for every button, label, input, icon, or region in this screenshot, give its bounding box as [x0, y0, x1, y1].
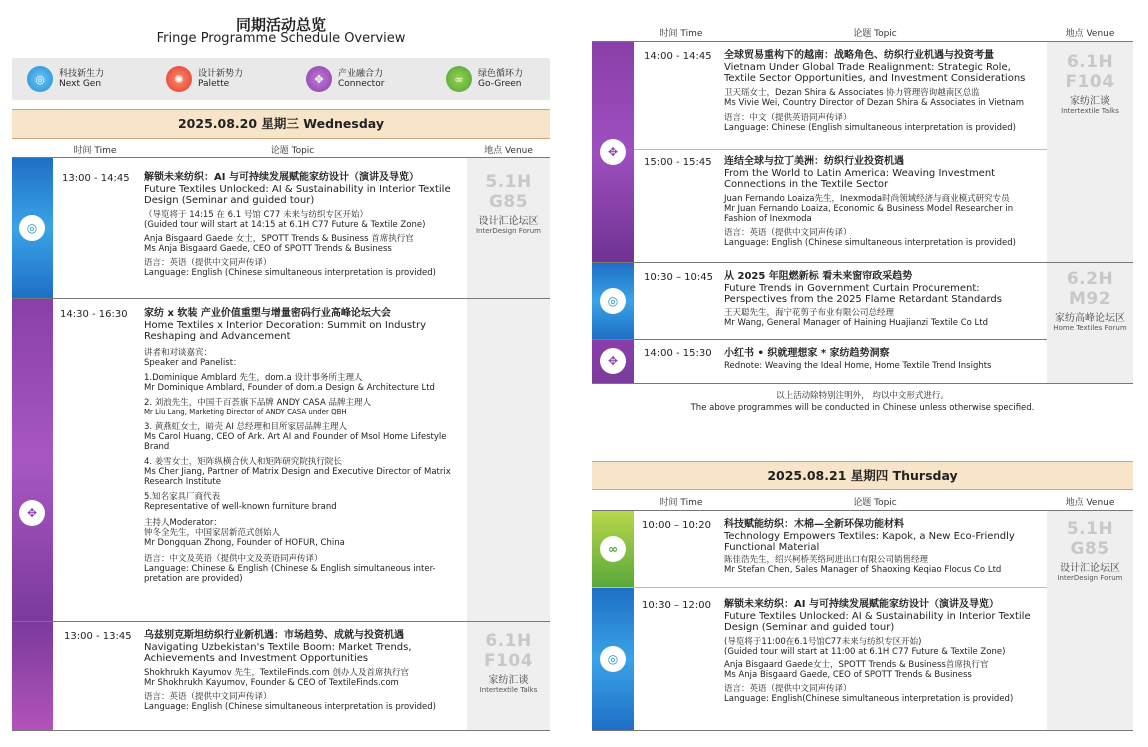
speaker-cn: 王天聪先生，海宁花剪子布业有限公司总经理	[724, 308, 895, 318]
divider	[592, 339, 1047, 340]
speaker-en: Mr Wang, General Manager of Haining Huajianzi Textile Co Ltd	[724, 318, 989, 328]
palette-icon: ✺	[166, 66, 192, 92]
column-header-topic: 论题 Topic	[853, 29, 897, 39]
venue-name-en: InterDesign Forum	[1057, 574, 1123, 582]
speaker-cn: Shokhrukh Kayumov 先生，TextileFinds.com 创办人及首席执行官	[144, 668, 409, 678]
event-title-en: Technology Empowers Textiles: Kapok, a New Eco-Friendly Functional Material	[724, 531, 1015, 553]
next-gen-icon: ◎	[27, 66, 53, 92]
speaker-en: Representative of well-known furniture brand	[144, 502, 337, 512]
event-time: 10:30 – 10:45	[644, 272, 713, 283]
go-green-icon: ∞	[446, 66, 472, 92]
event-note-cn: （导览将于 14:15 在 6.1 号馆 C77 未来与纺织专区开始）	[144, 210, 368, 220]
speaker-cn: Anja Bisgaard Gaede 女士，SPOTT Trends & Business 首席执行官	[144, 234, 414, 244]
event-time: 14:00 - 15:30	[644, 348, 712, 359]
event-time: 13:00 - 13:45	[64, 631, 132, 642]
language-en: Language: English (Chinese simultaneous interpretation is provided)	[144, 702, 436, 712]
connector-icon: ✥	[306, 66, 332, 92]
language-en: Language: English (Chinese simultaneous interpretation is provided)	[724, 238, 1016, 248]
moderator-cn: 钟冬全先生，中国家居新范式创始人	[144, 528, 281, 538]
event-body	[724, 271, 1044, 328]
legend-label-cn: 绿色循环力	[478, 69, 524, 79]
venue-code: 5.1H G85	[1066, 519, 1114, 559]
speaker-cn: 2. 刘浪先生，中国千百荟旗下品牌 ANDY CASA 品牌主理人	[144, 398, 371, 408]
event-title-cn: 家纺 x 软装 产业价值重塑与增量密码行业高峰论坛大会	[144, 308, 391, 319]
event-time: 10:30 – 12:00	[642, 600, 711, 611]
divider	[634, 149, 1047, 150]
venue-name-cn: 设计汇论坛区	[478, 216, 539, 227]
event-body	[724, 156, 1044, 248]
event-body	[724, 599, 1044, 704]
speakers-heading-en: Speaker and Panelist：	[144, 358, 242, 368]
legend-label-en: Connector	[338, 79, 385, 89]
column-header-time: 时间 Time	[659, 498, 703, 508]
venue-code: 6.1H F104	[483, 631, 534, 671]
category-strip-go-green	[592, 511, 634, 587]
legend-go-green	[446, 66, 523, 92]
event-title-cn: 科技赋能纺织：木棉—全新环保功能材料	[724, 519, 904, 530]
venue-cell	[467, 299, 550, 621]
event-note-en: (Guided tour will start at 14:15 at 6.1H C77 Future & Textile Zone)	[144, 220, 426, 230]
event-title-en: Vietnam Under Global Trade Realignment: Strategic Role, Textile Sector Opportunities, and Investment Considerations	[724, 62, 1026, 84]
connector-icon: ✥	[19, 500, 45, 526]
divider	[592, 383, 1133, 384]
legend-label-en: Next Gen	[59, 79, 102, 89]
legend-label-en: Go-Green	[478, 79, 522, 89]
language-cn: 语言：英语（提供中文同声传译）	[144, 258, 272, 268]
venue-cell	[1047, 42, 1133, 262]
venue-name-cn: 家纺高峰论坛区	[1055, 313, 1125, 324]
language-en: Language: Chinese (English simultaneous interpretation is provided)	[724, 123, 1016, 133]
event-title-cn: 全球贸易重构下的越南：战略角色、纺织行业机遇与投资考量	[724, 50, 994, 61]
page-title-cn: 同期活动总览	[235, 16, 326, 34]
event-body	[724, 519, 1044, 575]
speakers-heading-cn: 讲者和对谈嘉宾：	[144, 348, 213, 358]
event-time: 15:00 - 15:45	[644, 157, 712, 168]
language-en: Language: English(Chinese simultaneous interpretation is provided)	[724, 694, 1014, 704]
event-title-en: Future Textiles Unlocked: AI & Sustainability in Interior Textile Design (Seminar and guided tour)	[144, 184, 451, 206]
legend-label-cn: 设计新势力	[198, 69, 244, 79]
column-header-venue: 地点 Venue	[1065, 29, 1115, 39]
language-cn: 语言：英语（提供中文同声传译）	[144, 692, 272, 702]
event-title-en: Future Textiles Unlocked: AI & Sustainability in Interior Textile Design (Seminar and guided tour)	[724, 611, 1031, 633]
next-gen-icon: ◎	[19, 215, 45, 241]
divider	[592, 587, 1047, 588]
event-title-en: Navigating Uzbekistan's Textile Boom: Market Trends, Achievements and Investment Opportunities	[144, 642, 412, 664]
speaker-cn: 5.知名家具厂商代表	[144, 492, 221, 502]
venue-code: 6.1H F104	[1065, 52, 1115, 92]
speaker-en: Ms Vivie Wei, Country Director of Dezan Shira & Associates in Vietnam	[724, 98, 1024, 108]
divider	[12, 730, 550, 731]
language-cn: 语言：英语（提供中文同声传译）	[724, 228, 852, 238]
category-strip-connector	[592, 340, 634, 383]
connector-icon: ✥	[600, 139, 626, 165]
category-strip-next-gen	[12, 158, 53, 298]
language-cn: 语言：中文（提供英语同声传译）	[724, 113, 852, 123]
event-time: 10:00 – 10:20	[642, 520, 711, 531]
event-title-cn: 解锁未来纺织：AI 与可持续发展赋能家纺设计（演讲及导览）	[144, 172, 419, 183]
venue-name-en: Intertextile Talks	[1061, 107, 1119, 115]
speaker-cn: 1.Dominique Amblard 先生，dom.a 设计事务所主理人	[144, 373, 363, 383]
event-title-cn: 解锁未来纺织：AI 与可持续发展赋能家纺设计（演讲及导览）	[724, 599, 999, 610]
event-time: 14:30 - 16:30	[60, 309, 128, 320]
divider	[592, 730, 1133, 731]
next-gen-icon: ◎	[600, 288, 626, 314]
column-header-topic: 论题 Topic	[853, 498, 897, 508]
venue-name-en: InterDesign Forum	[475, 227, 542, 235]
moderator-heading: 主持人Moderator：	[144, 518, 222, 528]
event-title-en: Home Textiles x Interior Decoration: Summit on Industry Reshaping and Advancement	[144, 320, 427, 342]
event-title-cn: 从 2025 年阻燃新标 看未来窗帘政采趋势	[724, 271, 913, 282]
footnote-en: The above programmes will be conducted in Chinese unless otherwise specified.	[690, 403, 1035, 413]
category-strip-next-gen	[592, 263, 634, 339]
language-cn: 语言：中文及英语（提供中文及英语同声传译）	[144, 554, 323, 564]
go-green-icon: ∞	[600, 536, 626, 562]
venue-cell	[1047, 511, 1133, 731]
venue-cell	[467, 158, 550, 298]
moderator-en: Mr Dongquan Zhong, Founder of HOFUR, China	[144, 538, 345, 548]
category-strip-connector	[12, 299, 53, 621]
language-en: Language: English (Chinese simultaneous interpretation is provided)	[144, 268, 436, 278]
date-header-day2: 2025.08.21 星期四 Thursday	[592, 461, 1133, 490]
speaker-en: Mr Shokhrukh Kayumov, Founder & CEO of TextileFinds.com	[144, 678, 399, 688]
event-body	[724, 50, 1044, 133]
event-body	[144, 308, 466, 584]
legend-palette	[166, 66, 243, 92]
event-title-en: Rednote: Weaving the Ideal Home, Home Textile Trend Insights	[724, 361, 992, 371]
venue-cell	[467, 622, 550, 730]
legend-next-gen	[27, 66, 104, 92]
legend-label-cn: 科技新生力	[59, 69, 105, 79]
speaker-cn: 陈佳浩先生，绍兴柯桥芙络珂进出口有限公司销售经理	[724, 555, 929, 565]
speaker-cn: Juan Fernando Loaiza先生，Inexmoda时尚领域经济与商业模式研究专员	[724, 194, 1010, 204]
legend-bar	[12, 58, 550, 100]
venue-code: 6.2H M92	[1066, 269, 1114, 309]
speaker-cn: 卫天瑶女士，Dezan Shira & Associates 协力管理咨询越南区总监	[724, 88, 980, 98]
venue-name-cn: 设计汇论坛区	[1060, 563, 1120, 574]
legend-label-cn: 产业融合力	[338, 69, 384, 79]
event-title-cn: 小红书 • 织就理想家 * 家纺趋势洞察	[724, 348, 890, 359]
speaker-en: Ms Anja Bisgaard Gaede, CEO of SPOTT Trends & Business	[724, 670, 972, 680]
event-note-en: (Guided tour will start at 11:00 at 6.1H C77 Future & Textile Zone)	[724, 647, 1006, 657]
venue-code: 5.1H G85	[485, 172, 532, 212]
category-strip-connector	[592, 42, 634, 262]
event-body	[144, 630, 464, 712]
category-strip-connector	[12, 622, 53, 730]
speaker-en: Mr Dominique Amblard, Founder of dom.a Design & Architecture Ltd	[144, 383, 435, 393]
event-title-en: Future Trends in Government Curtain Procurement: Perspectives from the 2025 Flame Retardant Standards	[724, 283, 1002, 305]
event-time: 14:00 - 14:45	[644, 51, 712, 62]
venue-name-en: Intertextile Talks	[479, 686, 538, 694]
venue-name-en: Home Textiles Forum	[1053, 324, 1127, 332]
column-header-time: 时间 Time	[73, 146, 117, 156]
speaker-en: Mr Stefan Chen, Sales Manager of Shaoxing Keqiao Flocus Co Ltd	[724, 565, 1002, 575]
page-title-en: Fringe Programme Schedule Overview	[156, 31, 406, 46]
column-header-time: 时间 Time	[659, 29, 703, 39]
footnote-cn: 以上活动除特别注明外， 均以中文形式进行。	[776, 391, 949, 401]
speaker-en: Ms Carol Huang, CEO of Ark. Art AI and Founder of Msol Home Lifestyle Brand	[144, 432, 447, 452]
language-cn: 语言：英语（提供中文同声传译）	[724, 684, 852, 694]
speaker-en: Mr Liu Lang, Marketing Director of ANDY CASA under QBH	[144, 408, 347, 416]
venue-name-cn: 家纺汇谈	[488, 675, 529, 686]
speaker-cn: 3. 黄燕虹女士，暗壳 AI 总经理和目所家居品牌主理人	[144, 422, 348, 432]
legend-connector	[306, 66, 384, 92]
speaker-en: Mr Juan Fernando Loaiza, Economic & Business Model Researcher in Fashion of Inexmoda	[724, 204, 1014, 224]
speaker-en: Ms Cher Jiang, Partner of Matrix Design and Executive Director of Matrix Research Institute	[144, 467, 451, 487]
event-title-cn: 连结全球与拉丁美洲：纺织行业投资机遇	[724, 156, 904, 167]
event-title-cn: 乌兹别克斯坦纺织行业新机遇：市场趋势、成就与投资机遇	[144, 630, 404, 641]
event-time: 13:00 - 14:45	[62, 173, 130, 184]
venue-name-cn: 家纺汇谈	[1070, 96, 1110, 107]
date-header-day1: 2025.08.20 星期三 Wednesday	[12, 109, 550, 139]
event-body	[724, 348, 1044, 371]
speaker-cn: Anja Bisgaard Gaede女士，SPOTT Trends & Business首席执行官	[724, 660, 989, 670]
legend-label-en: Palette	[198, 79, 230, 89]
language-en: Language: Chinese & English (Chinese & English simultaneous inter-pretation are provided)	[144, 564, 436, 584]
speaker-en: Ms Anja Bisgaard Gaede, CEO of SPOTT Trends & Business	[144, 244, 392, 254]
category-strip-next-gen	[592, 588, 634, 730]
column-header-venue: 地点 Venue	[1065, 498, 1115, 508]
venue-cell	[1047, 263, 1133, 383]
speaker-cn: 4. 姜雪女士，矩阵纵横合伙人和矩阵研究院执行院长	[144, 457, 342, 467]
connector-icon: ✥	[600, 348, 626, 374]
column-header-topic: 论题 Topic	[270, 146, 315, 156]
event-body	[144, 172, 464, 278]
column-header-venue: 地点 Venue	[484, 146, 533, 156]
event-note-cn: (导览将于11:00在6.1号馆C77未来与纺织专区开始)	[724, 637, 922, 647]
event-title-en: From the World to Latin America: Weaving Investment Connections in the Textile Sector	[724, 168, 996, 190]
next-gen-icon: ◎	[600, 646, 626, 672]
